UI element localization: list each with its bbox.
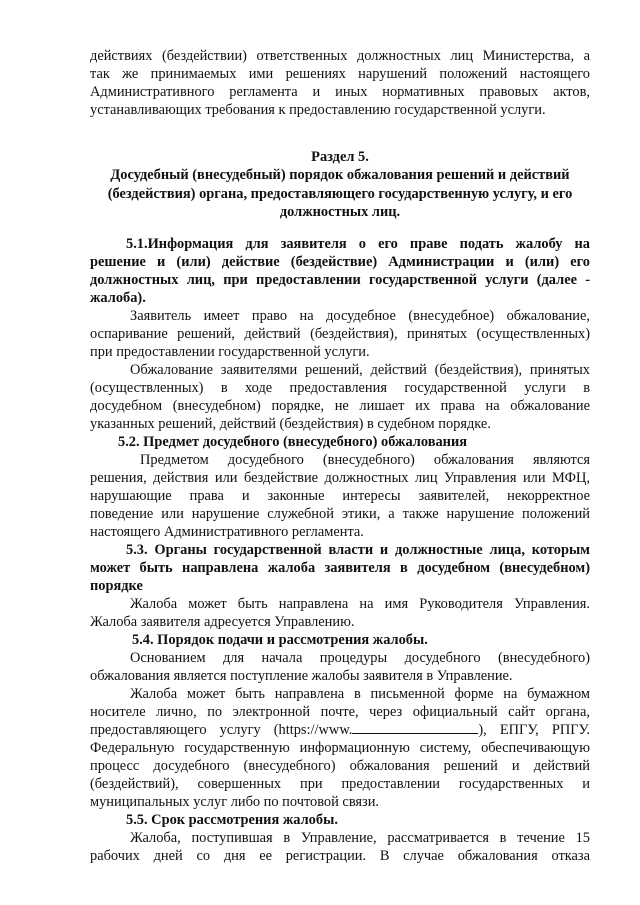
text-line: так же принимаемых ими решениях нарушений положений настоящего <box>90 66 590 82</box>
subsection-heading: решение и (или) действие (бездействие) Администрации и (или) его <box>90 254 590 270</box>
section-title: Раздел 5. <box>311 149 369 165</box>
subsection-heading: 5.5. Срок рассмотрения жалобы. <box>126 812 338 828</box>
section-heading: (бездействия) органа, предоставляющего государственную услугу, и его <box>107 186 573 202</box>
text-line: Основанием для начала процедуры досудебного (внесудебного) <box>130 650 590 666</box>
text-line: (осуществленных) в ходе предоставления государственной услуги в <box>90 380 590 396</box>
text-line: досудебном (внесудебном) порядке, не лишает их права на обжалование <box>90 398 590 414</box>
text-line: поведение или нарушение служебной этики, а также нарушение положений <box>90 506 590 522</box>
text-line: настоящего Административного регламента. <box>90 524 364 540</box>
section-heading: Досудебный (внесудебный) порядок обжалования решений и действий <box>110 167 570 183</box>
text-line: Федеральную государственную информационную систему, обеспечивающую <box>90 740 590 756</box>
text-line: процесс досудебного (внесудебного) обжалования решений и действий <box>90 758 590 774</box>
text-line: Жалоба может быть направлена на имя Руководителя Управления. <box>130 596 590 612</box>
text-line: указанных решений, действий (бездействия) в судебном порядке. <box>90 416 491 432</box>
text-fragment: предоставляющего услугу (https://www. <box>90 722 353 738</box>
text-line: Заявитель имеет право на досудебное (внесудебное) обжалование, <box>130 308 590 324</box>
text-line-with-blank <box>90 721 590 739</box>
url-blank-line <box>352 721 478 734</box>
subsection-heading: может быть направлена жалоба заявителя в досудебном (внесудебном) <box>90 560 590 576</box>
subsection-heading: 5.4. Порядок подачи и рассмотрения жалобы. <box>132 632 428 648</box>
text-line: решения, действия или бездействие должностных лиц Управления или МФЦ, <box>90 470 590 486</box>
section-heading: должностных лиц. <box>279 204 401 220</box>
text-line: оспаривание решений, действий (бездействия), принятых (осуществленных) <box>90 326 590 342</box>
subsection-heading: должностных лиц, при предоставлении государственной услуги (далее - <box>90 272 590 288</box>
subsection-heading: 5.1.Информация для заявителя о его праве подать жалобу на <box>126 236 590 252</box>
text-line: муниципальных услуг либо по почтовой связи. <box>90 794 380 810</box>
subsection-heading: 5.3. Органы государственной власти и должностные лица, которым <box>126 542 590 558</box>
text-fragment: ), ЕПГУ, РПГУ. <box>478 722 590 738</box>
text-line: обжалования является поступление жалобы заявителя в Управление. <box>90 668 513 684</box>
text-line: действиях (бездействии) ответственных должностных лиц Министерства, а <box>90 48 590 64</box>
text-line: Жалоба, поступившая в Управление, рассматривается в течение 15 <box>130 830 590 846</box>
subsection-heading: порядке <box>90 578 143 594</box>
text-line: Административного регламента и иных нормативных правовых актов, <box>90 84 590 100</box>
text-line: Предметом досудебного (внесудебного) обжалования являются <box>140 452 590 468</box>
subsection-heading: жалоба). <box>90 290 146 306</box>
text-line: при предоставлении государственной услуги. <box>90 344 370 360</box>
subsection-heading: 5.2. Предмет досудебного (внесудебного) обжалования <box>118 434 468 450</box>
text-line: (бездействий), совершенных при предоставлении государственных и <box>90 776 590 792</box>
text-line: рабочих дней со дня ее регистрации. В случае обжалования отказа <box>90 848 590 864</box>
text-line: Жалоба может быть направлена в письменной форме на бумажном <box>130 686 590 702</box>
text-line: нарушающие права и законные интересы заявителей, некорректное <box>90 488 590 504</box>
text-line: носителе лично, по электронной почте, через официальный сайт органа, <box>90 704 590 720</box>
text-line: Жалоба заявителя адресуется Управлению. <box>90 614 355 630</box>
text-line: устанавливающих требования к предоставлению государственной услуги. <box>90 102 546 118</box>
text-line: Обжалование заявителями решений, действий (бездействия), принятых <box>130 362 590 378</box>
